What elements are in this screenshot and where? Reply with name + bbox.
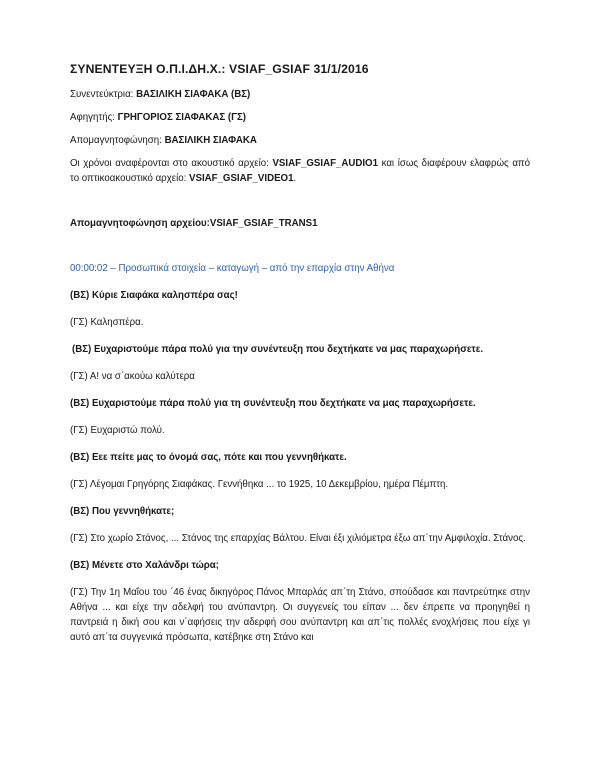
narrator-value: ΓΡΗΓΟΡΙΟΣ ΣΙΑΦΑΚΑΣ (ΓΣ): [117, 112, 246, 123]
answer-line: (ΓΣ) Α! να σ΄ακούω καλύτερα: [70, 371, 195, 382]
answer-line: (ΓΣ) Καλησπέρα.: [70, 317, 144, 328]
question-line: (ΒΣ) Ευχαριστούμε πάρα πολύ για την συνέντευξη που δεχτήκατε να μας παραχωρήσετε.: [72, 344, 484, 355]
transcriber-label: Απομαγνητοφώνηση:: [70, 135, 165, 146]
answer-line: (ΓΣ) Ευχαριστώ πολύ.: [70, 425, 165, 436]
transcript-heading: Απομαγνητοφώνηση αρχείου:VSIAF_GSIAF_TRANS1: [70, 218, 318, 229]
question-line: (ΒΣ) Που γεννηθήκατε;: [70, 506, 175, 517]
interviewer-line: [70, 87, 530, 102]
answer-line: (ΓΣ) Στο χωρίο Στάνος, ... Στάνος της επαρχίας Βάλτου. Είναι έξι χιλιόμετρα έξω απ΄την Αμφιλοχία. Στάνος.: [70, 533, 526, 544]
timing-note-text-2: και ίσως διαφέρουν ελαφρώς από το οπτικοακουστικό αρχείο:: [70, 158, 530, 184]
document-body: [70, 62, 530, 657]
transcriber-line: [70, 133, 530, 148]
document-title: ΣΥΝΕΝΤΕΥΞΗ Ο.Π.Ι.ΔΗ.Χ.: VSIAF_GSIAF 31/1/2016: [70, 62, 369, 76]
narrator-label: Αφηγητής:: [70, 112, 118, 123]
interviewer-value: ΒΑΣΙΛΙΚΗ ΣΙΑΦΑΚΑ (ΒΣ): [136, 89, 251, 100]
narrator-line: [70, 110, 530, 125]
answer-line: (ΓΣ) Λέγομαι Γρηγόρης Σιαφάκας. Γεννήθηκα ... το 1925, 10 Δεκεμβρίου, ημέρα Πέμπτη.: [70, 479, 449, 490]
transcript-lines: [70, 288, 530, 645]
timing-note-text-1: Οι χρόνοι αναφέρονται στο ακουστικό αρχείο:: [70, 158, 273, 169]
question-line: (ΒΣ) Μένετε στο Χαλάνδρι τώρα;: [70, 560, 219, 571]
timing-note: [70, 156, 530, 186]
question-line: (ΒΣ) Ευχαριστούμε πάρα πολύ για τη συνέντευξη που δεχτήκατε να μας παραχωρήσετε.: [70, 398, 476, 409]
question-line: (ΒΣ) Κύριε Σιαφάκα καλησπέρα σας!: [70, 290, 238, 301]
transcriber-value: ΒΑΣΙΛΙΚΗ ΣΙΑΦΑΚΑ: [164, 135, 257, 146]
timing-note-text-3: .: [293, 173, 297, 184]
video-file-name: VSIAF_GSIAF_VIDEO1: [189, 173, 294, 184]
section-heading: 00:00:02 – Προσωπικά στοιχεία – καταγωγή – από την επαρχία στην Αθήνα: [70, 263, 395, 274]
question-line: (ΒΣ) Εεε πείτε μας το όνομά σας, πότε και που γεννηθήκατε.: [70, 452, 347, 463]
audio-file-name: VSIAF_GSIAF_AUDIO1: [272, 158, 378, 169]
answer-line: (ΓΣ) Την 1η Μαΐου του ΄46 ένας δικηγόρος Πάνος Μπαρλάς απ΄τη Στάνο, σπούδασε και παντρεύτηκε στην Αθήνα ... και είχε την αδελφή του ανύπαντρη. Οι συγγενείς του είπαν ... δεν έπρεπε να προηγηθεί η παντρειά η δική σου και ν΄αφήσεις την αδερφή σου ανύπαντρη και απ΄τις πολλές ενοχλήσεις που είχε γι αυτό απ΄τα συγγενικά πρόσωπα, κατέβηκε στη Στάνο και: [70, 587, 530, 643]
interviewer-label: Συνεντεύκτρια:: [70, 89, 137, 100]
